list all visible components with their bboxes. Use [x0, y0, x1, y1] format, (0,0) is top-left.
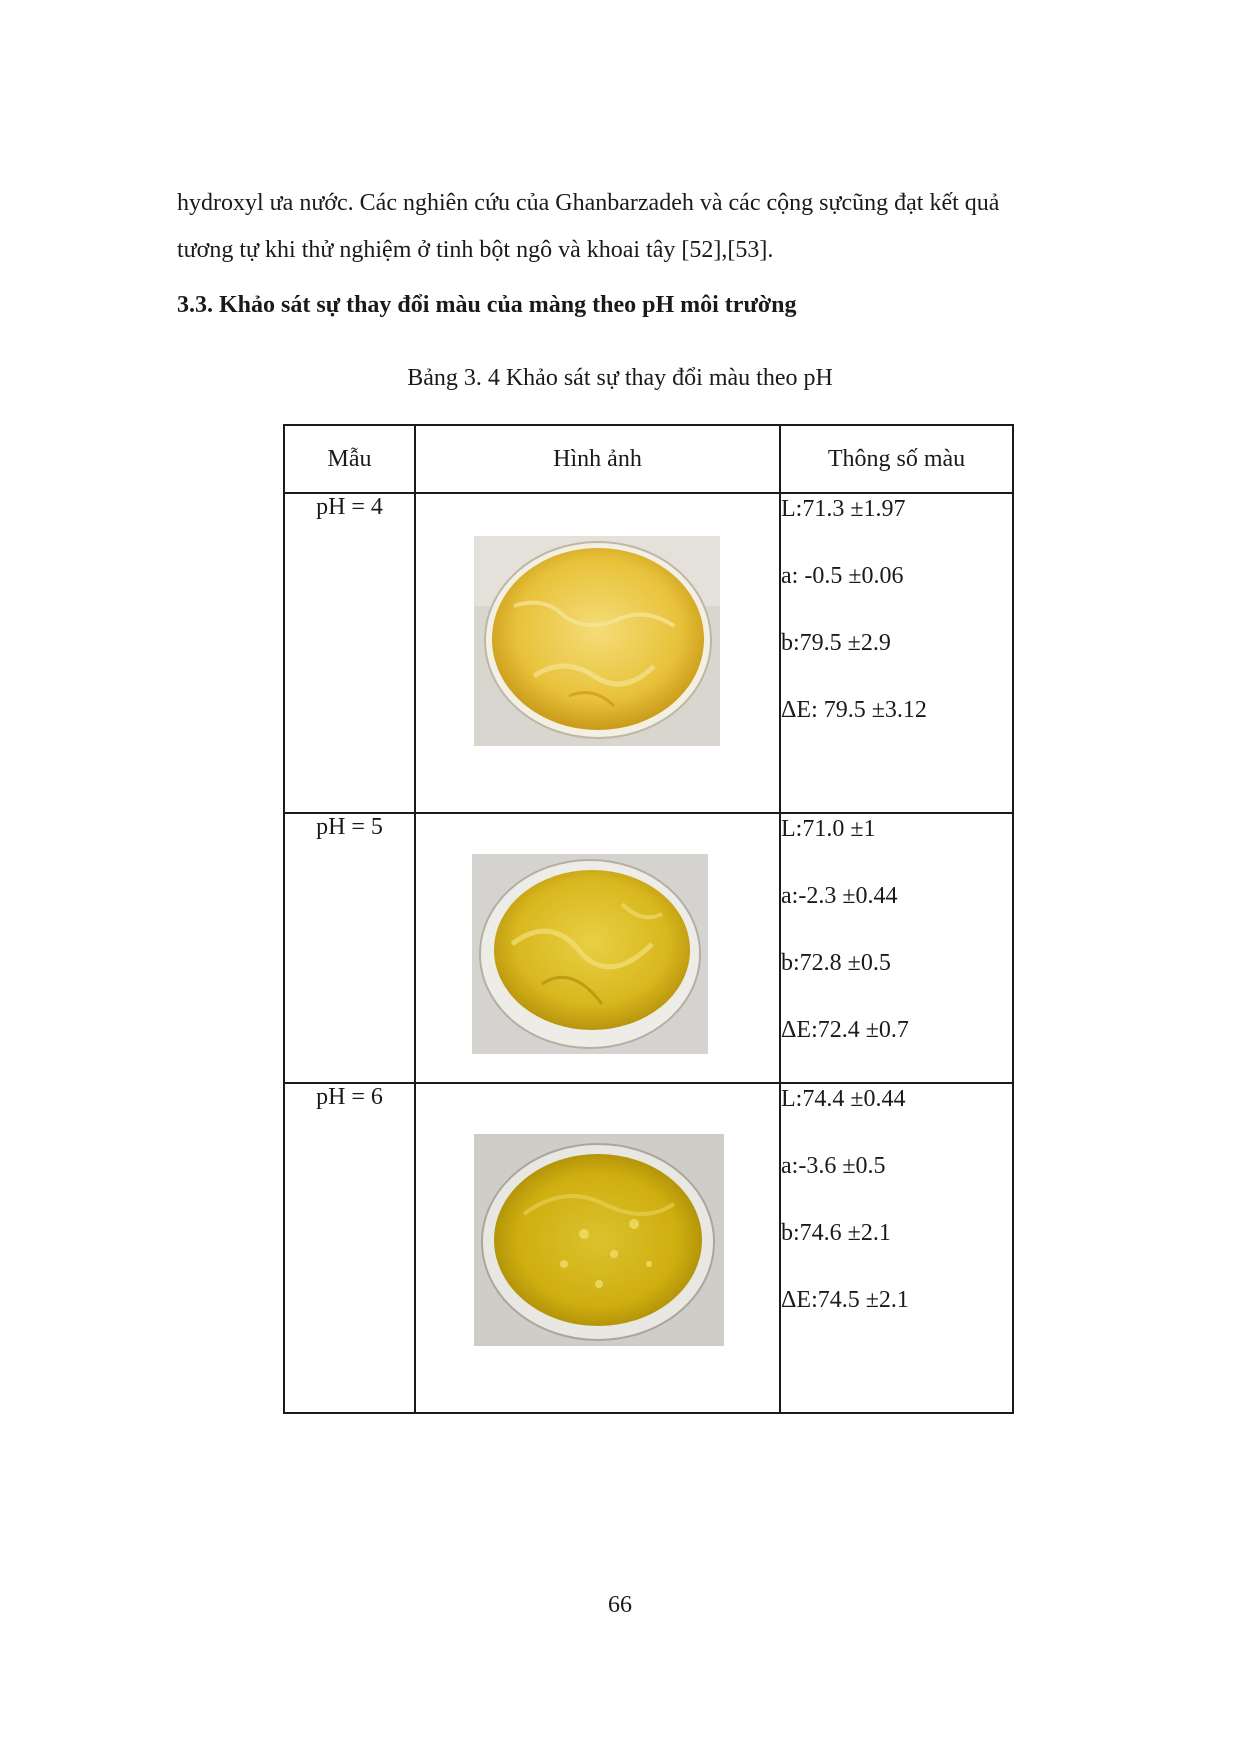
table-row	[284, 493, 1013, 813]
body-paragraph-line-1: hydroxyl ưa nước. Các nghiên cứu của Ghanbarzadeh và các cộng sựcũng đạt kết quả	[177, 190, 1000, 216]
param-b: b:74.6 ±2.1	[781, 1220, 891, 1246]
petri-dish-ph5-image	[472, 854, 708, 1054]
sample-label: pH = 4	[284, 493, 415, 813]
table-header-row	[284, 425, 1013, 493]
color-params-cell	[780, 493, 1013, 813]
color-params-cell	[780, 813, 1013, 1083]
petri-dish-ph4-image	[474, 536, 720, 746]
sample-image-cell	[415, 1083, 780, 1413]
param-delta-e: ΔE:74.5 ±2.1	[781, 1287, 909, 1313]
section-heading: 3.3. Khảo sát sự thay đổi màu của màng theo pH môi trường	[177, 292, 797, 318]
color-ph-table	[283, 424, 1014, 1414]
param-a: a: -0.5 ±0.06	[781, 563, 904, 589]
color-params-cell	[780, 1083, 1013, 1413]
table-caption: Bảng 3. 4 Khảo sát sự thay đổi màu theo pH	[407, 365, 833, 391]
param-L: L:74.4 ±0.44	[781, 1086, 906, 1112]
page-number: 66	[608, 1592, 632, 1618]
table-row	[284, 813, 1013, 1083]
param-L: L:71.0 ±1	[781, 816, 876, 842]
header-sample: Mẫu	[284, 425, 415, 493]
param-a: a:-2.3 ±0.44	[781, 883, 898, 909]
petri-dish-ph6-image	[474, 1134, 724, 1346]
param-L: L:71.3 ±1.97	[781, 496, 906, 522]
header-color-params: Thông số màu	[780, 425, 1013, 493]
sample-image-cell	[415, 813, 780, 1083]
sample-image-cell	[415, 493, 780, 813]
param-b: b:72.8 ±0.5	[781, 950, 891, 976]
header-image: Hình ảnh	[415, 425, 780, 493]
param-delta-e: ΔE: 79.5 ±3.12	[781, 697, 927, 723]
sample-label: pH = 6	[284, 1083, 415, 1413]
param-b: b:79.5 ±2.9	[781, 630, 891, 656]
param-a: a:-3.6 ±0.5	[781, 1153, 886, 1179]
param-delta-e: ΔE:72.4 ±0.7	[781, 1017, 909, 1043]
table-row	[284, 1083, 1013, 1413]
sample-label: pH = 5	[284, 813, 415, 1083]
body-paragraph-line-2: tương tự khi thử nghiệm ở tinh bột ngô và khoai tây [52],[53].	[177, 237, 774, 263]
